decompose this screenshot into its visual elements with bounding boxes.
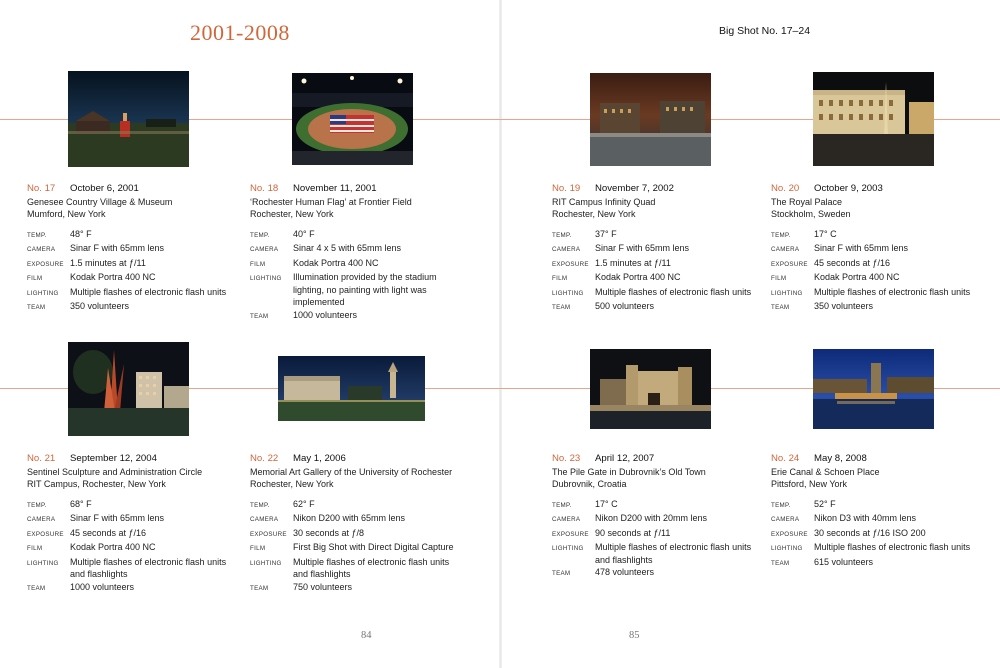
exposure-label: EXPOSURE <box>552 530 589 538</box>
entry-header <box>250 183 475 196</box>
film-value: Kodak Portra 400 NC <box>70 542 156 552</box>
lighting-value <box>595 541 777 566</box>
team-label: TEAM <box>771 304 790 311</box>
camera-label: CAMERA <box>552 246 581 253</box>
exposure-value: 45 seconds at ƒ/16 <box>70 527 147 538</box>
lighting-label: LIGHTING <box>250 275 282 282</box>
exposure-label: EXPOSURE <box>250 530 287 538</box>
lighting-value <box>814 286 996 301</box>
lighting-line: and flashlights <box>293 569 351 579</box>
entry-date: November 11, 2001 <box>293 183 377 194</box>
page-number-right: 85 <box>629 630 640 641</box>
camera-label: CAMERA <box>27 246 56 253</box>
exposure-value: 30 seconds at ƒ/16 ISO 200 <box>814 527 926 538</box>
entry-place: Rochester, New York <box>552 209 636 219</box>
entry-location: ‘Rochester Human Flag’ at Frontier Field <box>250 196 412 207</box>
entry-no-24 <box>771 453 996 570</box>
team-value: 350 volunteers <box>70 301 130 311</box>
temp-value: 68° F <box>70 498 92 509</box>
entry-place: Pittsford, New York <box>771 479 848 489</box>
team-label: TEAM <box>552 304 571 311</box>
camera-value: Nikon D200 with 20mm lens <box>595 513 708 523</box>
entry-location: Erie Canal & Schoen Place <box>771 466 880 477</box>
camera-value: Nikon D3 with 40mm lens <box>814 513 917 523</box>
film-value: Kodak Portra 400 NC <box>70 272 156 282</box>
exposure-value: 30 seconds at ƒ/8 <box>293 527 365 538</box>
lighting-line: Multiple flashes of electronic flash units <box>70 286 227 297</box>
entry-number: No. 23 <box>552 453 581 464</box>
temp-value: 40° F <box>293 228 315 239</box>
entry-place: RIT Campus, Rochester, New York <box>27 479 166 489</box>
team-label: TEAM <box>552 570 571 577</box>
entry-no-20 <box>771 183 996 315</box>
temp-label: TEMP. <box>552 501 572 509</box>
entry-number: No. 24 <box>771 453 800 464</box>
entry-header <box>27 183 252 196</box>
team-label: TEAM <box>250 312 269 320</box>
entry-date: May 1, 2006 <box>293 453 346 464</box>
temp-value: 48° F <box>70 228 92 239</box>
team-value: 1000 volunteers <box>70 581 135 592</box>
tech-specs <box>771 228 996 315</box>
entry-date: October 9, 2003 <box>814 183 883 194</box>
lighting-value <box>70 286 252 301</box>
photo-no-19 <box>590 73 711 166</box>
lighting-label: LIGHTING <box>771 545 803 552</box>
photo-no-21 <box>68 342 189 436</box>
page-number-left: 84 <box>361 630 372 641</box>
team-label: TEAM <box>27 584 46 592</box>
camera-value: Nikon D200 with 65mm lens <box>293 513 406 523</box>
team-value: 350 volunteers <box>814 301 874 311</box>
entry-header <box>250 453 475 466</box>
lighting-label: LIGHTING <box>771 289 803 297</box>
team-label: TEAM <box>771 559 790 567</box>
lighting-label: LIGHTING <box>250 559 282 567</box>
page-gutter <box>499 0 502 668</box>
lighting-value <box>814 541 996 556</box>
camera-label: CAMERA <box>27 516 56 523</box>
team-value: 1000 volunteers <box>293 309 358 320</box>
team-value: 500 volunteers <box>595 301 655 311</box>
temp-label: TEMP. <box>27 231 47 239</box>
entry-location: Sentinel Sculpture and Administration Circle <box>27 466 203 477</box>
temp-value: 52° F <box>814 498 836 509</box>
tech-specs <box>27 498 252 596</box>
lighting-value <box>70 556 252 581</box>
film-value: Kodak Portra 400 NC <box>814 272 900 282</box>
photo-no-20 <box>813 72 934 166</box>
lighting-label: LIGHTING <box>27 559 59 567</box>
film-value: First Big Shot with Direct Digital Capture <box>293 542 454 552</box>
temp-label: TEMP. <box>771 231 791 239</box>
lighting-line: and flashlights <box>595 554 653 565</box>
photo-no-22 <box>278 356 425 421</box>
entry-number: No. 19 <box>552 183 581 194</box>
film-value: Kodak Portra 400 NC <box>595 272 681 282</box>
lighting-value <box>595 286 777 301</box>
film-label: FILM <box>552 275 568 282</box>
lighting-label: LIGHTING <box>27 289 59 297</box>
film-label: FILM <box>771 275 787 282</box>
entry-location: The Royal Palace <box>771 196 843 207</box>
entry-header <box>771 453 996 466</box>
entry-header <box>27 453 252 466</box>
film-label: FILM <box>27 275 43 282</box>
entry-place: Stockholm, Sweden <box>771 209 851 219</box>
tech-specs <box>552 498 777 581</box>
lighting-line: Multiple flashes of electronic flash units <box>595 286 752 297</box>
photo-no-18 <box>292 73 413 165</box>
entry-number: No. 18 <box>250 183 279 194</box>
team-label: TEAM <box>250 584 269 592</box>
camera-label: CAMERA <box>250 516 279 523</box>
entry-location: The Pile Gate in Dubrovnik’s Old Town <box>552 466 706 477</box>
entry-place: Mumford, New York <box>27 209 106 219</box>
camera-value: Sinar F with 65mm lens <box>70 243 165 253</box>
entry-location: Genesee Country Village & Museum <box>27 196 173 207</box>
temp-label: TEMP. <box>250 231 270 239</box>
entry-date: October 6, 2001 <box>70 183 139 194</box>
entry-no-17 <box>27 183 252 315</box>
entry-date: April 12, 2007 <box>595 453 655 464</box>
temp-label: TEMP. <box>27 501 47 509</box>
exposure-label: EXPOSURE <box>771 530 808 538</box>
lighting-line: Multiple flashes of electronic flash units <box>70 556 227 567</box>
team-value: 478 volunteers <box>595 567 655 577</box>
camera-label: CAMERA <box>552 516 581 523</box>
temp-label: TEMP. <box>250 501 270 509</box>
tech-specs <box>27 228 252 315</box>
entry-no-19 <box>552 183 777 315</box>
entry-no-22 <box>250 453 475 595</box>
lighting-line: lighting, no painting with light was <box>293 284 427 295</box>
entry-no-23 <box>552 453 777 581</box>
entry-header <box>552 183 777 196</box>
exposure-value: 90 seconds at ƒ/11 <box>595 527 671 538</box>
entry-no-18 <box>250 183 475 323</box>
entry-header <box>771 183 996 196</box>
team-label: TEAM <box>27 304 46 311</box>
temp-value: 62° F <box>293 498 315 509</box>
camera-label: CAMERA <box>250 246 279 253</box>
temp-value: 17° C <box>595 498 618 509</box>
temp-label: TEMP. <box>771 501 791 509</box>
lighting-line: Multiple flashes of electronic flash units <box>814 542 971 552</box>
camera-value: Sinar F with 65mm lens <box>814 243 909 253</box>
lighting-line: Illumination provided by the stadium <box>293 272 437 282</box>
photo-no-24 <box>813 349 934 429</box>
lighting-line: Multiple flashes of electronic flash units <box>814 286 971 297</box>
team-value: 615 volunteers <box>814 556 874 567</box>
camera-value: Sinar F with 65mm lens <box>70 513 165 523</box>
entry-date: September 12, 2004 <box>70 453 157 464</box>
exposure-value: 1.5 minutes at ƒ/11 <box>595 257 671 268</box>
temp-label: TEMP. <box>552 231 572 239</box>
exposure-label: EXPOSURE <box>552 260 589 268</box>
entry-number: No. 17 <box>27 183 56 194</box>
tech-specs <box>250 498 475 596</box>
camera-label: CAMERA <box>771 516 800 523</box>
lighting-label: LIGHTING <box>552 545 584 552</box>
lighting-line: Multiple flashes of electronic flash units <box>595 542 752 552</box>
entry-place: Rochester, New York <box>250 479 334 489</box>
entry-number: No. 20 <box>771 183 800 194</box>
exposure-label: EXPOSURE <box>771 260 808 268</box>
lighting-label: LIGHTING <box>552 289 584 297</box>
entry-date: May 8, 2008 <box>814 453 867 464</box>
tech-specs <box>552 228 777 315</box>
photo-no-17 <box>68 71 189 167</box>
temp-value: 17° C <box>814 228 837 239</box>
entry-number: No. 21 <box>27 453 56 464</box>
entry-no-21 <box>27 453 252 595</box>
entry-place: Dubrovnik, Croatia <box>552 479 627 489</box>
entry-date: November 7, 2002 <box>595 183 674 194</box>
camera-value: Sinar F with 65mm lens <box>595 243 690 253</box>
lighting-value <box>293 556 475 581</box>
entry-location: RIT Campus Infinity Quad <box>552 196 656 207</box>
lighting-line: and flashlights <box>70 569 128 579</box>
film-label: FILM <box>250 260 266 268</box>
temp-value: 37° F <box>595 228 617 239</box>
exposure-value: 1.5 minutes at ƒ/11 <box>70 257 146 268</box>
film-value: Kodak Portra 400 NC <box>293 257 379 268</box>
team-value: 750 volunteers <box>293 581 353 592</box>
film-label: FILM <box>250 545 266 552</box>
lighting-value <box>293 271 475 309</box>
entry-header <box>552 453 777 466</box>
running-head: Big Shot No. 17–24 <box>719 25 811 37</box>
entry-number: No. 22 <box>250 453 279 464</box>
lighting-line: implemented <box>293 297 345 307</box>
camera-label: CAMERA <box>771 246 800 253</box>
lighting-line: Multiple flashes of electronic flash units <box>293 556 450 567</box>
camera-value: Sinar 4 x 5 with 65mm lens <box>293 243 402 253</box>
exposure-value: 45 seconds at ƒ/16 <box>814 257 891 268</box>
exposure-label: EXPOSURE <box>27 260 64 268</box>
exposure-label: EXPOSURE <box>27 530 64 538</box>
entry-place: Rochester, New York <box>250 209 334 219</box>
film-label: FILM <box>27 545 43 552</box>
tech-specs <box>771 498 996 571</box>
tech-specs <box>250 228 475 324</box>
year-range-title: 2001-2008 <box>190 20 290 45</box>
photo-no-23 <box>590 349 711 429</box>
entry-location: Memorial Art Gallery of the University of Rochester <box>250 466 453 477</box>
